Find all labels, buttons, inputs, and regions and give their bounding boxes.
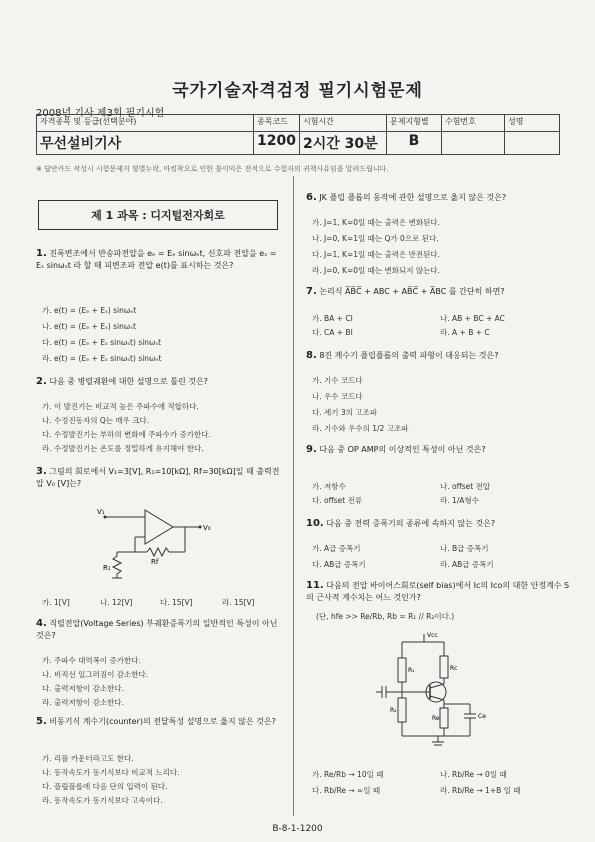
question-6: 6. JK 플립 플롭의 동작에 관한 설명으로 옳지 않은 것은? [306, 192, 507, 203]
q11-option-4: 라. Rb/Re → 1+B 일 때 [440, 786, 521, 795]
q7-option-3: 다. CA + BI [312, 328, 353, 337]
q9-option-2: 나. offset 전압 [440, 482, 491, 491]
column-divider [293, 176, 294, 816]
code-label: 종목코드 [254, 115, 300, 132]
opamp-circuit-diagram [95, 502, 225, 582]
question-5: 5. 비동기식 계수기(counter)의 전달특성 설명으로 옳지 않은 것은? [36, 716, 276, 727]
q2-option-4: 라. 수정발진기는 온도를 정밀하게 유지해야 한다. [42, 444, 204, 453]
q11-option-1: 가. Re/Rb → 10일 때 [312, 770, 384, 779]
q9-option-4: 라. 1/A형수 [440, 496, 479, 505]
q11-condition: (단, hfe >> Re/Rb, Rb = R₁ // R₂이다.) [316, 612, 455, 621]
q8-option-4: 라. 기수와 우수의 1/2 고조파 [312, 424, 409, 433]
question-8: 8. 8진 계수기 플립플롭의 출력 파형이 대응되는 것은? [306, 350, 499, 361]
type-label: 문제지형별 [386, 115, 441, 132]
q11-option-2: 나. Rb/Re → 0일 때 [440, 770, 507, 779]
time-value: 2시간 30분 [299, 132, 386, 155]
examno-label: 수험번호 [441, 115, 504, 132]
q6-option-3: 다. J=1, K=1일 때는 출력은 반전된다. [312, 250, 441, 259]
label-rc: Rc [450, 665, 458, 672]
name-label: 성명 [504, 115, 559, 132]
label-re: Re [432, 715, 440, 722]
q4-option-1: 가. 주파수 대역폭이 증가한다. [42, 656, 141, 665]
label-r1: R₁ [103, 564, 111, 572]
label-vo: V₀ [203, 524, 211, 532]
q10-option-3: 다. AB급 증폭기 [312, 560, 366, 569]
q2-option-1: 가. 이 발진기는 비교적 높은 주파수에 적합하다. [42, 402, 199, 411]
type-value: B [386, 132, 441, 155]
q1-option-1: 가. e(t) = (Eₑ + Eₛ) sinωₑt [42, 306, 137, 315]
field-value: 무선설비기사 [37, 132, 254, 155]
q10-option-2: 나. B급 증폭기 [440, 544, 489, 553]
q5-option-3: 다. 플립플롭에 다음 단의 입력이 된다. [42, 782, 168, 791]
q8-option-3: 다. 세기 3의 고조파 [312, 408, 378, 417]
label-r2: R₂ [390, 707, 397, 714]
q6-option-1: 가. J=1, K=0일 때는 출력은 변화된다. [312, 218, 441, 227]
q3-option-2: 나. 12[V] [100, 598, 133, 607]
q7-option-2: 나. AB + BC + AC [440, 314, 505, 323]
q11-option-3: 다. Rb/Re → ∞일 때 [312, 786, 381, 795]
label-rf: Rf [151, 558, 159, 566]
q3-option-4: 라. 15[V] [222, 598, 255, 607]
page-footer: B-8-1-1200 [272, 824, 323, 834]
q2-option-3: 다. 수정발진기는 부하의 변화에 주파수가 증가한다. [42, 430, 211, 439]
page-title: 국가기술자격검정 필기시험문제 [172, 81, 423, 101]
q2-option-2: 나. 수정진동자의 Q는 매우 크다. [42, 416, 150, 425]
q7-option-1: 가. BA + CI [312, 314, 353, 323]
exam-name: 2008년 기사 제3회 필기시험 [36, 108, 165, 119]
label-vi: V₁ [97, 508, 105, 516]
q5-option-1: 가. 리플 카운터라고도 한다. [42, 754, 134, 763]
q7-option-4: 라. A + B + C [440, 328, 490, 337]
question-11: 11. 다음의 전압 바이어스회로(self bias)에서 Ic의 Ico의 대한 안정계수 S의 근사적 계수치는 어느 것인가? [306, 580, 570, 602]
q4-option-2: 나. 비직선 일그러짐이 감소한다. [42, 670, 149, 679]
q5-option-4: 라. 동작속도가 동기식보다 고속이다. [42, 796, 163, 805]
question-7: 7. 논리식 A̅B̅C̅ + ABC + AB̅C̅ + A̅BC 를 간단히 하면? [306, 286, 505, 297]
header-table [36, 114, 560, 155]
q6-option-2: 나. J=0, K=1일 때는 Q가 0으로 된다. [312, 234, 439, 243]
q5-option-2: 나. 동작속도가 동기식보다 비교적 느리다. [42, 768, 180, 777]
question-1: 1. 진폭변조에서 반송파전압을 eₑ = Eₑ sinωₑt, 신호파 전압을 eₛ = Eₛ sinωₛt 라 할 때 피변조파 전압 e(t)를 표시하는 것은? [36, 248, 277, 270]
q9-option-1: 가. 저항수 [312, 482, 346, 491]
question-3: 3. 그림의 회로에서 V₁=3[V], R₁=10[kΩ], Rf=30[kΩ]일 때 출력전압 V₀ [V]는? [36, 466, 280, 488]
q1-option-4: 라. e(t) = (Eₑ + Eₛ sinωₛt) sinωₑt [42, 354, 162, 363]
q3-option-3: 다. 15[V] [160, 598, 193, 607]
q1-option-3: 다. e(t) = (Eₑ + Eₛ sinωₛt) sinωₛt [42, 338, 162, 347]
q6-option-4: 라. J=0, K=0일 때는 변화되지 않는다. [312, 266, 441, 275]
field-label: 자격종목 및 등급(선택분야) [37, 115, 254, 132]
question-9: 9. 다음 중 OP AMP의 이상적인 특성이 아닌 것은? [306, 444, 486, 455]
time-label: 시험시간 [299, 115, 386, 132]
q3-option-1: 가. 1[V] [42, 598, 70, 607]
section-title: 제 1 과목 : 디지털전자회로 [38, 200, 278, 230]
q10-option-4: 라. AB급 증폭기 [440, 560, 494, 569]
label-r1: R₁ [408, 667, 415, 674]
examno-box [441, 132, 504, 155]
notice: ※ 답안카드 작성시 시험문제지 형별누락, 마킹착오로 인한 불이익은 전적으로 수험자의 귀책사유임을 알려드립니다. [36, 165, 389, 173]
q8-option-1: 가. 기수 코드다 [312, 376, 363, 385]
q10-option-1: 가. A급 증폭기 [312, 544, 361, 553]
q8-option-2: 나. 우수 코드다 [312, 392, 363, 401]
question-10: 10. 다음 중 전력 증폭기의 종류에 속하지 않는 것은? [306, 518, 496, 529]
q4-option-3: 다. 출력저항이 감소한다. [42, 684, 124, 693]
q1-option-2: 나. e(t) = (Eₑ + Eₛ) sinωₛt [42, 322, 136, 331]
label-vcc: Vcc [427, 632, 438, 639]
name-box [504, 132, 559, 155]
label-ce: Ce [478, 713, 486, 720]
question-2: 2. 다음 중 병렬궤환에 대한 설명으로 틀린 것은? [36, 376, 208, 387]
q4-option-4: 라. 출력저항이 감소한다. [42, 698, 124, 707]
question-4: 4. 직렬전압(Voltage Series) 부궤환증폭기의 일반적인 특성이 아닌 것은? [36, 618, 278, 640]
bias-circuit-diagram [372, 628, 492, 750]
code-value: 1200 [254, 132, 300, 155]
q9-option-3: 다. offset 전류 [312, 496, 363, 505]
